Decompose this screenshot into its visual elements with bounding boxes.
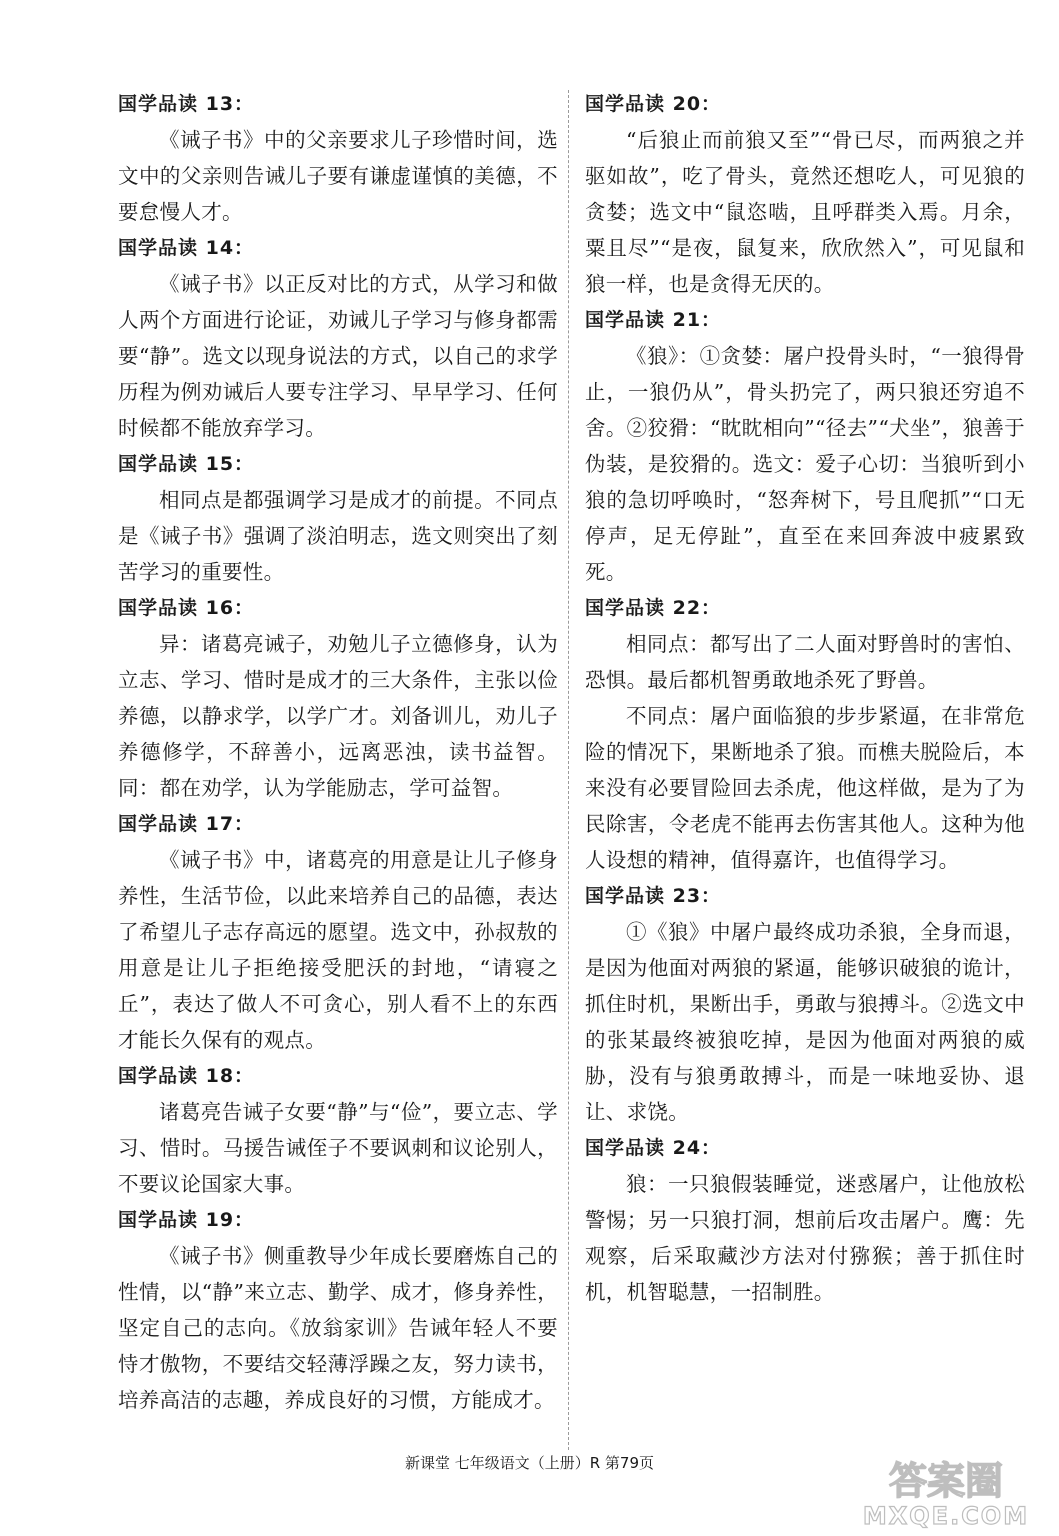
section-heading: 国学品读 24：: [585, 1137, 722, 1159]
section-14: [118, 230, 558, 446]
section-paragraph: 相同点：都写出了二人面对野兽时的害怕、恐惧。最后都机智勇敢地杀死了野兽。: [585, 632, 1025, 692]
section-paragraph: ①《狼》中屠户最终成功杀狼，全身而退，是因为他面对两狼的紧逼，能够识破狼的诡计，抓住时机，果断出手，勇敢与狼搏斗。②选文中的张某最终被狼吃掉，是因为他面对两狼的威胁，没有与狼勇敢搏斗，而是一味地妥协、退让、求饶。: [585, 920, 1025, 1124]
section-heading: 国学品读 21：: [585, 309, 722, 331]
section-paragraph: 《诫子书》中，诸葛亮的用意是让儿子修身养性，生活节俭，以此来培养自己的品德，表达了希望儿子志存高远的愿望。选文中，孙叔敖的用意是让儿子拒绝接受肥沃的封地，“请寝之丘”，表达了做人不可贪心，别人看不上的东西才能长久保有的观点。: [118, 848, 558, 1052]
section-24: [585, 1130, 1025, 1310]
left-column: [118, 86, 558, 1418]
section-16: [118, 590, 558, 806]
section-heading: 国学品读 19：: [118, 1209, 255, 1231]
section-paragraph: 《诫子书》侧重教导少年成长要磨炼自己的性情，以“静”来立志、勤学、成才，修身养性，坚定自己的志向。《放翁家训》告诫年轻人不要恃才傲物，不要结交轻薄浮躁之友，努力读书，培养高洁的志趣，养成良好的习惯，方能成才。: [118, 1244, 558, 1412]
section-22: [585, 590, 1025, 878]
section-paragraph: 异：诸葛亮诫子，劝勉儿子立德修身，认为立志、学习、惜时是成才的三大条件，主张以俭养德，以静求学，以学广才。刘备训儿，劝儿子养德修学，不辞善小，远离恶浊，读书益智。同：都在劝学，认为学能励志，学可益智。: [118, 632, 558, 800]
watermark-logo: [841, 1450, 1051, 1530]
right-column: [585, 86, 1025, 1310]
section-heading: 国学品读 15：: [118, 453, 255, 475]
section-heading: 国学品读 18：: [118, 1065, 255, 1087]
section-paragraph: “后狼止而前狼又至”“骨已尽，而两狼之并驱如故”，吃了骨头，竟然还想吃人，可见狼的贪婪；选文中“鼠恣啮，且呼群类入焉。月余，粟且尽”“是夜，鼠复来，欣欣然入”，可见鼠和狼一样，也是贪得无厌的。: [585, 128, 1025, 296]
section-heading: 国学品读 16：: [118, 597, 255, 619]
section-paragraph: 不同点：屠户面临狼的步步紧逼，在非常危险的情况下，果断地杀了狼。而樵夫脱险后，本来没有必要冒险回去杀虎，他这样做，是为了为民除害，令老虎不能再去伤害其他人。这种为他人设想的精神，值得嘉许，也值得学习。: [585, 704, 1025, 872]
section-paragraph: 狼：一只狼假装睡觉，迷惑屠户，让他放松警惕；另一只狼打洞，想前后攻击屠户。鹰：先观察，后采取藏沙方法对付猕猴；善于抓住时机，机智聪慧，一招制胜。: [585, 1172, 1025, 1304]
section-heading: 国学品读 23：: [585, 885, 722, 907]
section-17: [118, 806, 558, 1058]
section-23: [585, 878, 1025, 1130]
column-divider: [568, 90, 569, 1450]
section-heading: 国学品读 17：: [118, 813, 255, 835]
section-heading: 国学品读 20：: [585, 93, 722, 115]
section-heading: 国学品读 13：: [118, 93, 255, 115]
section-20: [585, 86, 1025, 302]
section-paragraph: 诸葛亮告诫子女要“静”与“俭”，要立志、学习、惜时。马援告诫侄子不要讽刺和议论别人，不要议论国家大事。: [118, 1100, 558, 1196]
section-paragraph: 相同点是都强调学习是成才的前提。不同点是《诫子书》强调了淡泊明志，选文则突出了刻苦学习的重要性。: [118, 488, 558, 584]
section-paragraph: 《狼》：①贪婪：屠户投骨头时，“一狼得骨止，一狼仍从”，骨头扔完了，两只狼还穷追不舍。②狡猾：“眈眈相向”“径去”“犬坐”，狼善于伪装，是狡猾的。选文：爱子心切：当狼听到小狼的急切呼唤时，“怒奔树下，号且爬抓”“口无停声，足无停趾”，直至在来回奔波中疲累致死。: [585, 344, 1025, 584]
section-13: [118, 86, 558, 230]
section-heading: 国学品读 22：: [585, 597, 722, 619]
section-21: [585, 302, 1025, 590]
section-15: [118, 446, 558, 590]
section-paragraph: 《诫子书》中的父亲要求儿子珍惜时间，选文中的父亲则告诫儿子要有谦虚谨慎的美德，不要怠慢人才。: [118, 128, 558, 224]
section-heading: 国学品读 14：: [118, 237, 255, 259]
watermark-logo-text: 答案圈: [888, 1459, 1004, 1503]
section-19: [118, 1202, 558, 1418]
section-paragraph: 《诫子书》以正反对比的方式，从学习和做人两个方面进行论证，劝诫儿子学习与修身都需要“静”。选文以现身说法的方式，以自己的求学历程为例劝诫后人要专注学习、早早学习、任何时候都不能放弃学习。: [118, 272, 558, 440]
section-18: [118, 1058, 558, 1202]
watermark-url-text: MXQE.COM: [862, 1502, 1030, 1530]
page-footer: 新课堂 七年级语文（上册）R 第79页: [404, 1454, 655, 1472]
